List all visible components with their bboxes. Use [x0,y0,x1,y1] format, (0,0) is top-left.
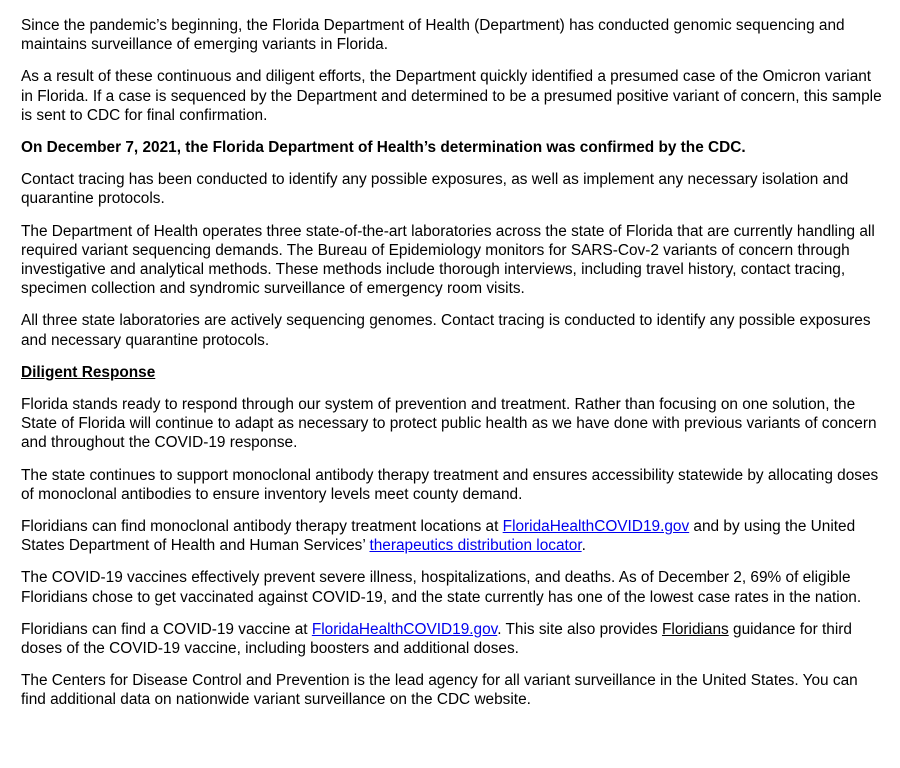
paragraph-florida-stands-ready: Florida stands ready to respond through our system of prevention and treatment. Rather than focusing on one solution, the State of Florida will continue to adapt as necessary to protect public health as we have done with previous variants of concern and throughout the COVID-19 response. [21,396,877,452]
text-run: . [581,537,586,555]
text-run: Floridians can find monoclonal antibody therapy treatment locations at [21,518,503,536]
text-run: . This site also provides [497,620,663,638]
florida-health-covid19-vaccine-link[interactable]: FloridaHealthCOVID19.gov [311,620,498,638]
paragraph-genomic-sequencing: Since the pandemic’s beginning, the Florida Department of Health (Department) has conducted genomic sequencing and maintains surveillance of emerging variants in Florida. [21,17,845,54]
paragraph-treatment-locations [21,517,882,555]
underlined-text: Floridians [662,620,729,638]
paragraph-monoclonal-support: The state continues to support monoclonal antibody therapy treatment and ensures accessibility statewide by allocating doses of monoclonal antibodies to ensure inventory levels meet county demand. [21,466,879,503]
paragraph-sequencing-genomes: All three state laboratories are actively sequencing genomes. Contact tracing is conducted to identify any possible exposures and necessary quarantine protocols. [21,312,871,349]
section-heading: Diligent Response [21,363,156,381]
text-run: guidance for third doses of the COVID-19 vaccine, including boosters and additional doses. [21,620,852,658]
paragraph-contact-tracing: Contact tracing has been conducted to identify any possible exposures, as well as implement any necessary isolation and quarantine protocols. [21,171,849,208]
text-run: Floridians can find a COVID-19 vaccine at [21,620,312,638]
paragraph-laboratories: The Department of Health operates three state-of-the-art laboratories across the state of Florida that are currently handling all required variant sequencing demands. The Bureau of Epidemiology monitors for SARS-Cov-2 variants of concern through investigative and analytical methods. These methods include thorough interviews, including travel history, contact tracing, specimen collection and syndromic surveillance of emergency room visits. [21,222,875,298]
paragraph-find-vaccine [21,620,882,658]
paragraph-omicron-identified: As a result of these continuous and diligent efforts, the Department quickly identified a presumed case of the Omicron variant in Florida. If a case is sequenced by the Department and determined to be a presumed positive variant of concern, this sample is sent to CDC for final confirmation. [21,68,882,124]
paragraph-vaccines-effective: The COVID-19 vaccines effectively prevent severe illness, hospitalizations, and deaths. As of December 2, 69% of eligible Floridians chose to get vaccinated against COVID-19, and the state currently has one of the lowest case rates in the nation. [21,569,862,606]
therapeutics-locator-link[interactable]: therapeutics distribution locator [369,537,582,555]
paragraph-cdc-confirmation: On December 7, 2021, the Florida Department of Health’s determination was confirmed by the CDC. [21,139,746,157]
paragraph-cdc-lead-agency: The Centers for Disease Control and Prevention is the lead agency for all variant surveillance in the United States. You can find additional data on nationwide variant surveillance on the CDC website. [21,672,858,709]
florida-health-covid19-link[interactable]: FloridaHealthCOVID19.gov [502,518,690,536]
text-run: and by using the United States Department of Health and Human Services’ [21,518,856,555]
